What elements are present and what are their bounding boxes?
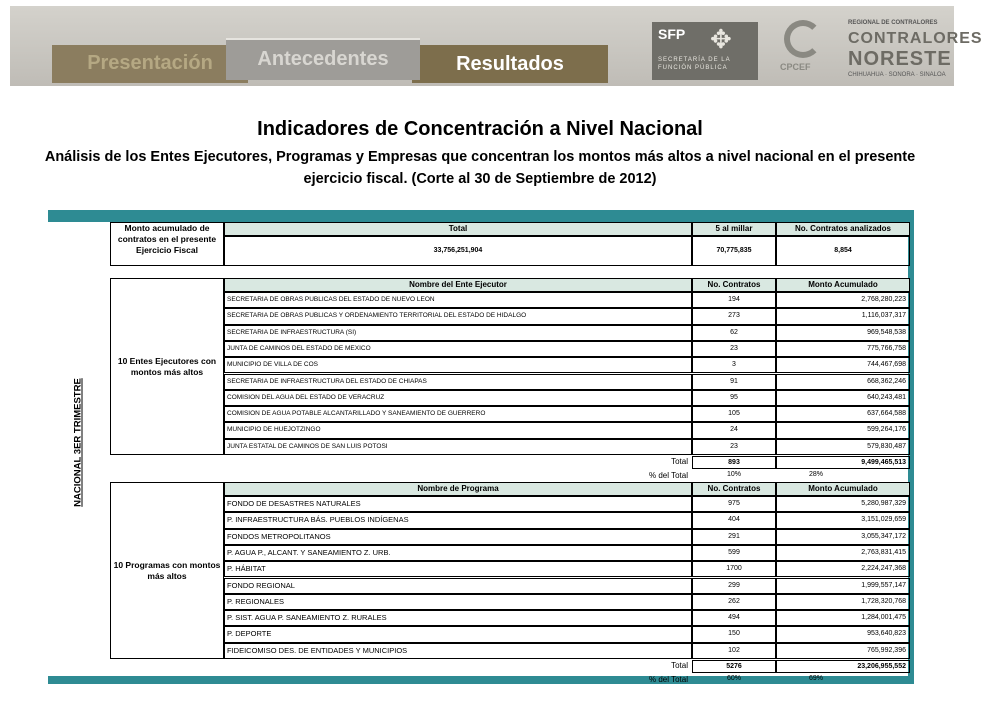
table-row-monto: 1,999,557,147 <box>776 578 910 594</box>
programas-header-contratos: No. Contratos <box>692 482 776 496</box>
tab-presentacion[interactable]: Presentación <box>52 45 248 83</box>
summary-value-total: 33,756,251,904 <box>224 236 692 266</box>
summary-header-analizados: No. Contratos analizados <box>776 222 910 236</box>
table-row-contratos: 599 <box>692 545 776 561</box>
sfp-abbr: SFP <box>658 26 686 42</box>
table-row-name: FONDOS METROPOLITANOS <box>224 529 692 545</box>
table-row-name: P. REGIONALES <box>224 594 692 610</box>
table-row-contratos: 91 <box>692 374 776 390</box>
programas-total-monto: 23,206,955,552 <box>776 660 910 673</box>
cn-line4: CHIHUAHUA · SONORA · SINALOA <box>848 72 946 78</box>
table-row-name: P. HÁBITAT <box>224 561 692 577</box>
table-row-contratos: 105 <box>692 406 776 422</box>
table-row-name: SECRETARIA DE INFRAESTRUCTURA (SI) <box>224 325 692 341</box>
table-row-name: P. SIST. AGUA P. SANEAMIENTO Z. RURALES <box>224 610 692 626</box>
table-row-contratos: 194 <box>692 292 776 308</box>
summary-label: Monto acumulado de contratos en el presente Ejercicio Fiscal <box>110 222 224 266</box>
table-row-name: P. INFRAESTRUCTURA BÁS. PUEBLOS INDÍGENAS <box>224 512 692 528</box>
summary-value-millar: 70,775,835 <box>692 236 776 266</box>
summary-header-millar: 5 al millar <box>692 222 776 236</box>
entes-pct-contratos: 10% <box>726 471 741 478</box>
table-row-name: COMISION DEL AGUA DEL ESTADO DE VERACRUZ <box>224 390 692 406</box>
entes-total-monto: 9,499,465,513 <box>776 456 910 469</box>
table-row-contratos: 150 <box>692 626 776 642</box>
cpcef-logo <box>772 18 836 78</box>
eagle-icon: ✥ <box>710 24 732 54</box>
table-row-monto: 637,664,588 <box>776 406 910 422</box>
programas-pct-label: % del Total <box>649 675 688 684</box>
table-row-monto: 1,284,001,475 <box>776 610 910 626</box>
table-row-contratos: 299 <box>692 578 776 594</box>
table-row-contratos: 95 <box>692 390 776 406</box>
table-row-monto: 640,243,481 <box>776 390 910 406</box>
programas-pct-contratos: 60% <box>726 675 741 682</box>
table-row-monto: 1,728,320,768 <box>776 594 910 610</box>
table-row-contratos: 102 <box>692 643 776 659</box>
table-row-monto: 2,763,831,415 <box>776 545 910 561</box>
cpcef-ring-icon <box>784 20 822 58</box>
table-row-name: JUNTA ESTATAL DE CAMINOS DE SAN LUIS POTOSI <box>224 439 692 455</box>
table-body <box>48 222 908 684</box>
side-label: NACIONAL 3ER TRIMESTRE <box>72 378 84 507</box>
table-row-monto: 5,280,987,329 <box>776 496 910 512</box>
table-row-contratos: 3 <box>692 357 776 373</box>
table-row-monto: 744,467,698 <box>776 357 910 373</box>
sfp-logo <box>652 22 758 80</box>
entes-pct-monto: 28% <box>808 471 823 478</box>
entes-label: 10 Entes Ejecutores con montos más altos <box>110 278 224 455</box>
table-row-monto: 599,264,176 <box>776 422 910 438</box>
entes-header-name: Nombre del Ente Ejecutor <box>224 278 692 292</box>
table-row-contratos: 262 <box>692 594 776 610</box>
entes-header-contratos: No. Contratos <box>692 278 776 292</box>
table-row-monto: 953,640,823 <box>776 626 910 642</box>
table-row-monto: 969,548,538 <box>776 325 910 341</box>
page-subtitle: Análisis de los Entes Ejecutores, Programas y Empresas que concentran los montos más altos a nivel nacional en el presente ejercicio fiscal. (Corte al 30 de Septiembre de 2012) <box>44 149 916 187</box>
table-row-contratos: 291 <box>692 529 776 545</box>
table-row-name: COMISION DE AGUA POTABLE ALCANTARILLADO Y SANEAMIENTO DE GUERRERO <box>224 406 692 422</box>
table-frame <box>48 210 914 684</box>
table-row-monto: 3,151,029,659 <box>776 512 910 528</box>
table-row-name: MUNICIPIO DE VILLA DE COS <box>224 357 692 373</box>
entes-total-label: Total <box>671 457 688 466</box>
table-row-name: P. AGUA P., ALCANT. Y SANEAMIENTO Z. URB. <box>224 545 692 561</box>
table-row-contratos: 1700 <box>692 561 776 577</box>
table-row-contratos: 23 <box>692 439 776 455</box>
tab-resultados[interactable]: Resultados <box>412 45 608 83</box>
programas-header-name: Nombre de Programa <box>224 482 692 496</box>
table-row-contratos: 273 <box>692 308 776 324</box>
table-row-name: FONDO REGIONAL <box>224 578 692 594</box>
page-title: Indicadores de Concentración a Nivel Nacional <box>257 118 703 140</box>
programas-total-label: Total <box>671 661 688 670</box>
table-row-monto: 775,766,758 <box>776 341 910 357</box>
table-row-monto: 668,362,246 <box>776 374 910 390</box>
table-row-monto: 1,116,037,317 <box>776 308 910 324</box>
table-row-name: FIDEICOMISO DES. DE ENTIDADES Y MUNICIPIOS <box>224 643 692 659</box>
cn-line3: NORESTE <box>848 48 952 70</box>
tab-antecedentes[interactable]: Antecedentes <box>226 38 420 80</box>
table-row-monto: 3,055,347,172 <box>776 529 910 545</box>
table-row-contratos: 23 <box>692 341 776 357</box>
table-row-monto: 765,992,396 <box>776 643 910 659</box>
table-row-name: SECRETARIA DE INFRAESTRUCTURA DEL ESTADO DE CHIAPAS <box>224 374 692 390</box>
table-row-contratos: 404 <box>692 512 776 528</box>
table-row-monto: 2,224,247,368 <box>776 561 910 577</box>
cn-line2: CONTRALORES <box>848 30 983 47</box>
table-row-contratos: 975 <box>692 496 776 512</box>
programas-label: 10 Programas con montos más altos <box>110 482 224 659</box>
programas-total-contratos: 5276 <box>692 660 776 673</box>
contraloria-noreste-logo <box>848 20 983 82</box>
table-row-name: P. DEPORTE <box>224 626 692 642</box>
table-row-monto: 579,830,487 <box>776 439 910 455</box>
entes-pct-label: % del Total <box>649 471 688 480</box>
cpcef-label: CPCEF <box>780 62 811 72</box>
cn-line1: REGIONAL DE CONTRALORES <box>848 20 938 26</box>
table-row-name: SECRETARIA DE OBRAS PUBLICAS DEL ESTADO DE NUEVO LEON <box>224 292 692 308</box>
sfp-name: SECRETARÍA DE LA FUNCIÓN PÚBLICA <box>658 57 731 71</box>
table-row-name: MUNICIPIO DE HUEJOTZINGO <box>224 422 692 438</box>
table-row-name: SECRETARIA DE OBRAS PUBLICAS Y ORDENAMIENTO TERRITORIAL DEL ESTADO DE HIDALGO <box>224 308 692 324</box>
summary-header-total: Total <box>224 222 692 236</box>
programas-pct-monto: 69% <box>808 675 823 682</box>
programas-header-monto: Monto Acumulado <box>776 482 910 496</box>
summary-value-analizados: 8,854 <box>776 236 910 266</box>
entes-total-contratos: 893 <box>692 456 776 469</box>
table-row-name: FONDO DE DESASTRES NATURALES <box>224 496 692 512</box>
table-row-name: JUNTA DE CAMINOS DEL ESTADO DE MEXICO <box>224 341 692 357</box>
table-row-monto: 2,768,280,223 <box>776 292 910 308</box>
table-row-contratos: 24 <box>692 422 776 438</box>
table-row-contratos: 494 <box>692 610 776 626</box>
entes-header-monto: Monto Acumulado <box>776 278 910 292</box>
table-row-contratos: 62 <box>692 325 776 341</box>
